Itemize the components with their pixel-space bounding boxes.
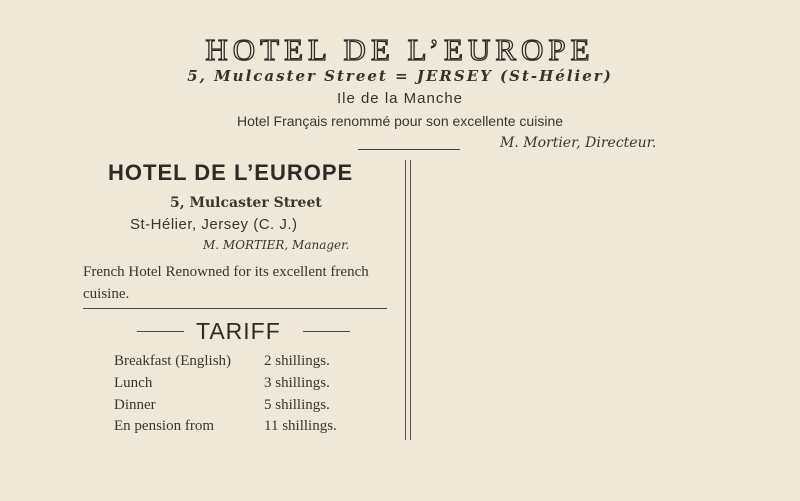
header-director: M. Mortier, Directeur. (500, 135, 657, 151)
header-island: Ile de la Manche (336, 90, 464, 107)
panel-manager: M. MORTIER, Manager. (203, 238, 350, 252)
address-divider (405, 160, 411, 440)
header-address: 5, Mulcaster Street = JERSEY (St-Hélier) (187, 67, 613, 85)
tariff-item: En pension from (114, 418, 214, 434)
tariff-row (114, 375, 374, 397)
tariff-rule-right (303, 331, 350, 332)
panel-street: 5, Mulcaster Street (170, 195, 322, 211)
panel-description: French Hotel Renowned for its excellent french cuisine. (83, 264, 369, 302)
header-title (0, 34, 800, 65)
header-title-text: HOTEL DE L’EUROPE (205, 32, 595, 67)
tariff-row (114, 353, 374, 375)
header-description: Hotel Français renommé pour son excellente cuisine (236, 113, 564, 129)
tariff-rule-left (137, 331, 184, 332)
tariff-price: 2 shillings. (264, 353, 330, 369)
panel-title: HOTEL DE L’EUROPE (108, 160, 354, 185)
header-rule (358, 149, 460, 150)
tariff-item: Lunch (114, 375, 153, 391)
panel-town: St-Hélier, Jersey (C. J.) (130, 216, 298, 233)
tariff-price: 3 shillings. (264, 375, 330, 391)
tariff-heading: TARIFF (196, 318, 281, 344)
tariff-row (114, 418, 374, 440)
panel-rule (83, 308, 387, 309)
tariff-price: 5 shillings. (264, 397, 330, 413)
tariff-row (114, 397, 374, 419)
tariff-item: Dinner (114, 397, 156, 413)
tariff-item: Breakfast (English) (114, 353, 232, 369)
tariff-price: 11 shillings. (264, 418, 337, 434)
